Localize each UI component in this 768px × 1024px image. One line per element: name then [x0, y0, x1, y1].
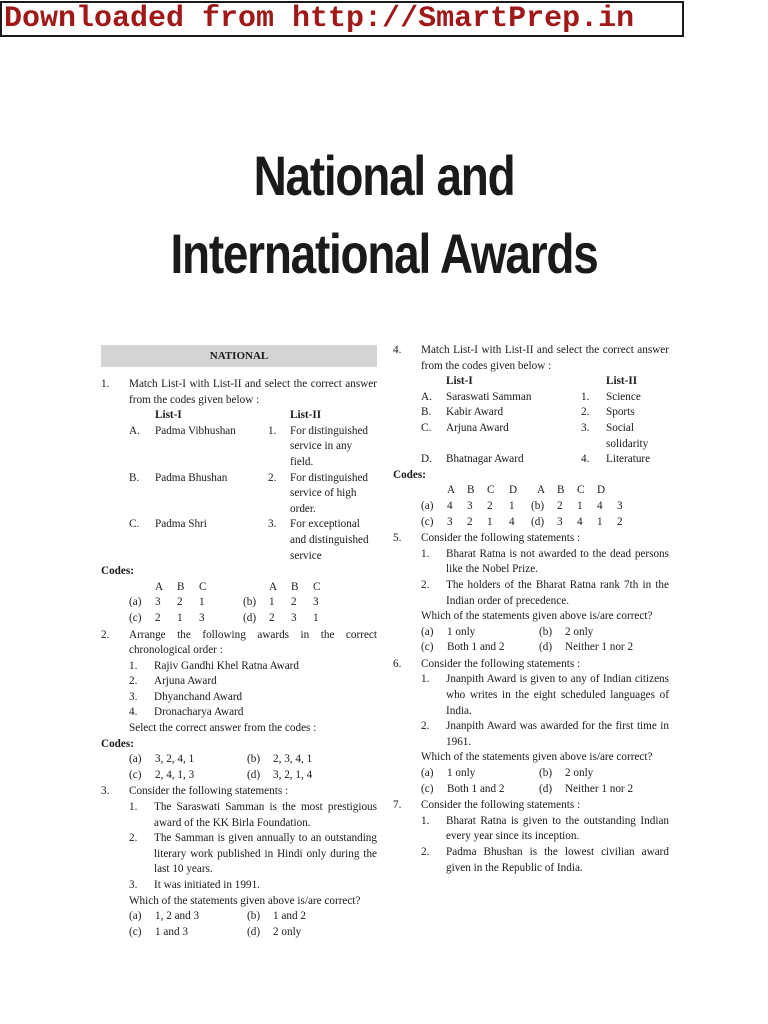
question-text: Arrange the following awards in the correct chronological order : [129, 628, 377, 657]
match-lists [129, 408, 377, 564]
question-text: Match List-I with List-II and select the correct answer from the codes given below : [421, 344, 669, 372]
download-banner: Downloaded from http://SmartPrep.in [0, 1, 684, 37]
list-1-item: Padma Shri [155, 518, 207, 531]
code-value: 2 [155, 611, 161, 624]
codes-label: Codes: [101, 565, 134, 578]
statement: 1. Jnanpith Award is given to any of Indian citizens who writes in the eight scheduled languages of India. [421, 673, 669, 717]
question-number: 1. [101, 378, 110, 390]
title-line-2: International Awards [170, 222, 598, 285]
code-value: 2 [291, 596, 297, 609]
code-head: C [199, 580, 207, 593]
code-head: A [155, 580, 164, 593]
question-1 [101, 377, 377, 627]
question-4 [393, 343, 669, 530]
option-label: (c) [129, 611, 142, 624]
question-number: 6. [393, 657, 402, 670]
list-2-heading: List-II [606, 375, 638, 388]
question-2 [101, 628, 377, 784]
list-2-heading: List-II [290, 409, 322, 422]
option-label: (a) [129, 596, 142, 609]
question-text: Consider the following statements : [421, 657, 581, 670]
list-letter: C. [129, 518, 140, 531]
codes-label: Codes: [101, 737, 134, 750]
code-value: 2 [177, 596, 183, 609]
answer-options: (a) 1 only (b) 2 only (c) Both 1 and 2 (d) Neither 1 nor 2 [421, 625, 634, 654]
list-1-heading: List-I [155, 409, 182, 422]
title-line-1: National and [253, 144, 515, 207]
list-letter: B. [129, 471, 140, 484]
left-column [101, 345, 377, 941]
statement: 2. The Samman is given annually to an outstanding literary work published in Hindi only during the last 10 years. [129, 832, 377, 876]
code-value: 1 [199, 596, 205, 609]
code-value: 1 [269, 596, 275, 609]
section-heading: NATIONAL [101, 345, 377, 367]
codes-grid: (a) 4 3 2 1 (b) 2 1 4 3 (c) 3 2 1 4 (d) 3 4 1 2 [421, 499, 623, 528]
question-text: Match List-I with List-II and select the correct answer from the codes given below : [129, 378, 377, 406]
question-prompt: Which of the statements given above is/are correct? [129, 894, 361, 907]
answer-options: (a) 3, 2, 4, 1 (b) 2, 3, 4, 1 (c) 2, 4, 1, 3 (d) 3, 2, 1, 4 [129, 753, 313, 781]
question-text: Consider the following statements : [421, 532, 581, 545]
list-number: 3. [268, 518, 277, 531]
codes-grid [129, 580, 377, 627]
statement: 3. It was initiated in 1991. [129, 879, 260, 891]
instruction-text: Select the correct answer from the codes : [129, 722, 317, 735]
statement: 2. The holders of the Bharat Ratna rank 7th in the Indian order of precedence. [421, 578, 669, 607]
question-text: Consider the following statements : [129, 785, 289, 798]
list-1-item: Padma Vibhushan [155, 424, 236, 437]
match-lists: List-I List-II A. Saraswati Samman 1. Science B. Kabir Award 2. Sports C. Arjuna Award 3. Social solidarity D. Bhatnagar Award 4. Literature [421, 374, 669, 468]
statement: 1. Bharat Ratna is not awarded to the dead persons like the Nobel Prize. [421, 547, 669, 576]
option-label: (d) [243, 611, 257, 624]
list-1-item: Padma Bhushan [155, 471, 228, 484]
question-number: 2. [101, 628, 110, 641]
list-number: 2. [268, 471, 277, 484]
code-head: B [177, 580, 185, 593]
right-column [393, 343, 669, 877]
question-text: Consider the following statements : [421, 799, 581, 812]
list-1-heading: List-I [446, 375, 473, 388]
list-2-item: For distinguished service of high order. [290, 471, 369, 515]
list-number: 1. [268, 424, 277, 437]
list-item: 2. Arjuna Award [129, 675, 217, 688]
question-number: 5. [393, 532, 402, 545]
code-value: 3 [313, 596, 319, 609]
statement: 1. The Saraswati Samman is the most prestigious award of the KK Birla Foundation. [129, 801, 377, 829]
question-7 [393, 798, 669, 876]
code-value: 3 [291, 611, 297, 624]
list-item: 1. Rajiv Gandhi Khel Ratna Award [129, 659, 299, 672]
answer-options: (a) 1, 2 and 3 (b) 1 and 2 (c) 1 and 3 (d) 2 only [129, 910, 306, 938]
code-head: A [269, 580, 278, 593]
code-head: B [291, 580, 299, 593]
question-6 [393, 657, 669, 797]
statement: 2. Jnanpith Award was awarded for the first time in 1961. [421, 720, 669, 748]
list-2-item: For exceptional and distinguished service [290, 518, 369, 562]
question-prompt: Which of the statements given above is/are correct? [421, 751, 653, 764]
question-number: 4. [393, 344, 402, 356]
code-value: 3 [199, 611, 205, 624]
question-prompt: Which of the statements given above is/are correct? [421, 610, 653, 623]
question-5 [393, 531, 669, 656]
codes-label: Codes: [393, 468, 426, 481]
code-value: 2 [269, 611, 275, 624]
question-3 [101, 784, 377, 940]
code-value: 1 [313, 611, 319, 624]
statement: 2. Padma Bhushan is the lowest civilian award given in the Republic of India. [421, 846, 669, 874]
answer-options: (a) 1 only (b) 2 only (c) Both 1 and 2 (d) Neither 1 nor 2 [421, 767, 634, 795]
code-value: 3 [155, 596, 161, 609]
question-number: 7. [393, 799, 402, 812]
statement: 1. Bharat Ratna is given to the outstanding Indian every year since its inception. [421, 814, 669, 843]
codes-grid: A B C D A B C D [447, 484, 606, 497]
list-item: 4. Dronacharya Award [129, 706, 244, 719]
list-2-item: For distinguished service in any field. [290, 424, 369, 468]
code-value: 1 [177, 611, 183, 624]
code-head: C [313, 580, 321, 593]
list-item: 3. Dhyanchand Award [129, 690, 243, 703]
page-title [69, 137, 699, 293]
question-number: 3. [101, 785, 110, 798]
list-letter: A. [129, 424, 140, 437]
option-label: (b) [243, 596, 257, 609]
